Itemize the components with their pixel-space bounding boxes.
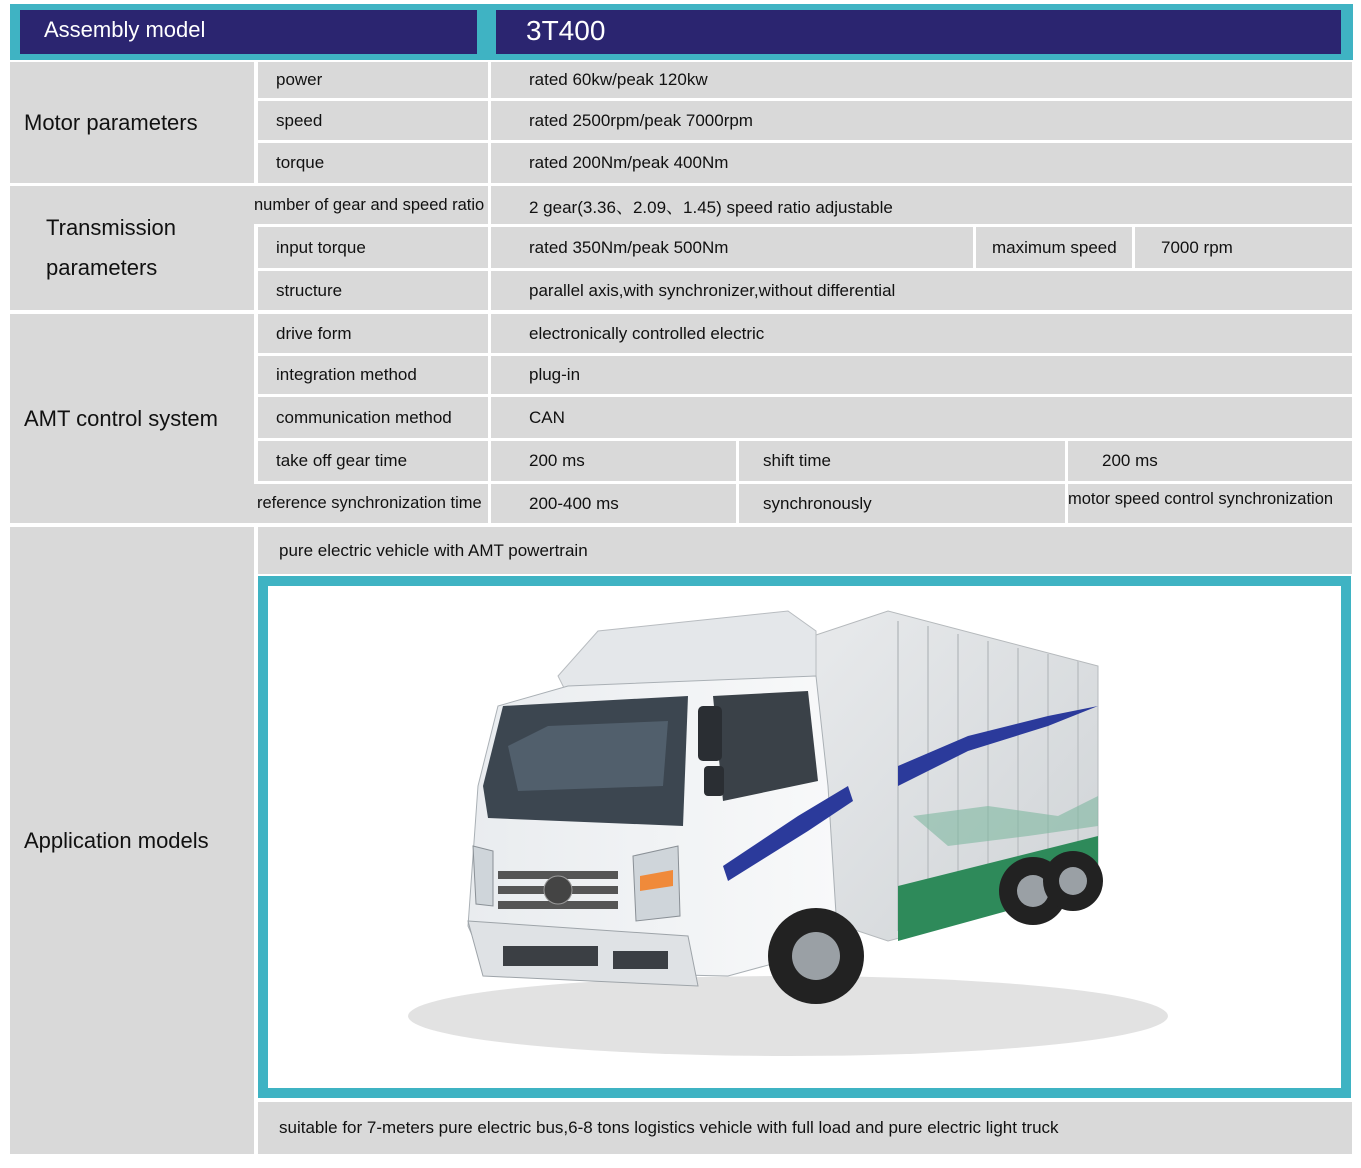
drive-form-value: electronically controlled electric (491, 314, 1352, 353)
assembly-model-value: 3T400 (496, 10, 1341, 54)
structure-value: parallel axis,with synchronizer,without differential (491, 271, 1352, 310)
amt-control-system-title: AMT control system (10, 314, 254, 523)
motor-speed-value: rated 2500rpm/peak 7000rpm (491, 101, 1352, 140)
assembly-model-label: Assembly model (20, 10, 477, 54)
motor-torque-label: torque (258, 143, 488, 183)
communication-method-value: CAN (491, 397, 1352, 438)
integration-method-value: plug-in (491, 356, 1352, 394)
drive-form-label: drive form (258, 314, 488, 353)
input-torque-value: rated 350Nm/peak 500Nm (491, 227, 973, 268)
shift-time-label: shift time (739, 441, 1065, 481)
shift-time-value: 200 ms (1068, 441, 1352, 481)
gear-ratio-label: number of gear and speed ratio (254, 186, 488, 224)
motor-power-label: power (258, 62, 488, 98)
truck-photo (268, 586, 1341, 1088)
transmission-title-line2: parameters (46, 255, 158, 280)
sync-method-value: motor speed control synchronization (1068, 484, 1352, 523)
transmission-title-line1: Transmission (46, 215, 176, 240)
application-models-title: Application models (10, 527, 254, 1154)
application-line1: pure electric vehicle with AMT powertrain (258, 527, 1352, 574)
takeoff-gear-time-value: 200 ms (491, 441, 736, 481)
communication-method-label: communication method (258, 397, 488, 438)
gear-ratio-value: 2 gear(3.36、2.09、1.45) speed ratio adjustable (491, 186, 1352, 224)
motor-speed-label: speed (258, 101, 488, 140)
sync-mode-value: synchronously (739, 484, 1065, 523)
truck-illustration-icon (268, 586, 1341, 1088)
maximum-speed-value: 7000 rpm (1135, 227, 1352, 268)
application-line2: suitable for 7-meters pure electric bus,6-8 tons logistics vehicle with full load and pure electric light truck (258, 1102, 1352, 1154)
motor-torque-value: rated 200Nm/peak 400Nm (491, 143, 1352, 183)
takeoff-gear-time-label: take off gear time (258, 441, 488, 481)
motor-power-value: rated 60kw/peak 120kw (491, 62, 1352, 98)
input-torque-label: input torque (258, 227, 488, 268)
structure-label: structure (258, 271, 488, 310)
maximum-speed-label: maximum speed (976, 227, 1132, 268)
sync-time-value: 200-400 ms (491, 484, 736, 523)
motor-parameters-title: Motor parameters (10, 62, 254, 183)
sync-time-label: reference synchronization time (254, 484, 488, 523)
integration-method-label: integration method (258, 356, 488, 394)
transmission-parameters-title (10, 186, 254, 310)
